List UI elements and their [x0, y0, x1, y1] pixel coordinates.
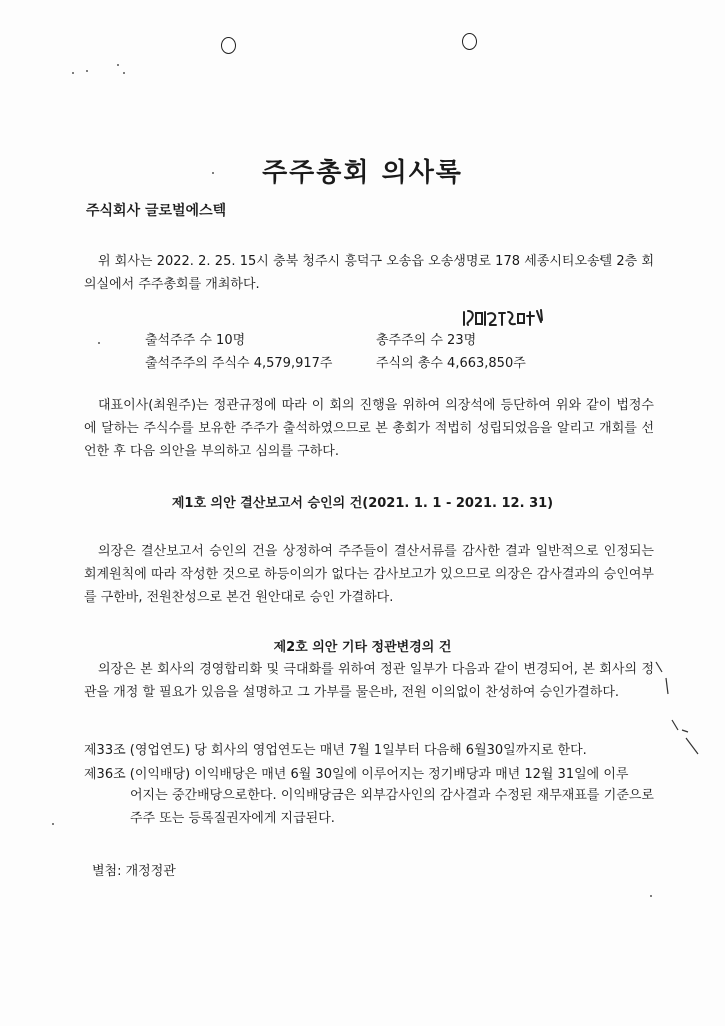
- opening-text: 대표이사(최원주)는 정관규정에 따라 이 회의 진행을 위하여 의장석에 등단하여 위와 같이 법정수에 달하는 주식수를 보유한 주주가 출석하였으므로 본 총회가 적법히 성립되었음을 알리고 개회를 선언한 후 다음 의안을 부의하고 심의를 구하다.: [84, 398, 654, 459]
- scan-speck: [52, 823, 54, 825]
- seal-stamp: [462, 308, 544, 328]
- article-36-continuation: 어지는 중간배당으로한다. 이익배당금은 외부감사인의 감사결과 수정된 재무재표를 기준으로 주주 또는 등록질권자에게 지급된다.: [130, 788, 654, 826]
- company-name: 주식회사 글로벌에스텍: [86, 203, 227, 219]
- scan-speck: [117, 64, 119, 66]
- scan-speck: [98, 342, 100, 344]
- article-36-first-line: 제36조 (이익배당) 이익배당은 매년 6월 30일에 이루어지는 정기배당과 매년 12월 31일에 이루: [84, 767, 629, 782]
- agenda1-heading: 제1호 의안 결산보고서 승인의 건(2021. 1. 1 - 2021. 12. 31): [171, 496, 554, 511]
- agenda1-paragraph: [84, 540, 654, 609]
- attending-shareholders: 출석주주 수 10명: [145, 333, 246, 348]
- intro-paragraph: [84, 250, 654, 296]
- total-shareholders: 총주주의 수 23명: [376, 333, 477, 348]
- agenda2-heading: 제2호 의안 기타 정관변경의 건: [273, 640, 452, 655]
- scan-speck: [86, 70, 88, 72]
- opening-paragraph: [84, 394, 654, 463]
- attachment-note: 별첨: 개정정관: [92, 864, 176, 879]
- punch-hole-right: [462, 33, 477, 50]
- punch-hole-left: [221, 37, 236, 54]
- agenda2-paragraph: [84, 658, 654, 704]
- agenda2-text: 의장은 본 회사의 경영합리화 및 극대화를 위하여 정관 일부가 다음과 같이 변경되어, 본 회사의 정관을 개정 할 필요가 있음을 설명하고 그 가부를 물은바, 전원 이의없이 찬성하여 승인가결하다.: [84, 662, 654, 700]
- total-shares: 주식의 총수 4,663,850주: [376, 356, 526, 371]
- agenda1-text: 의장은 결산보고서 승인의 건을 상정하여 주주들이 결산서류를 감사한 결과 일반적으로 인정되는 회계원칙에 따라 작성한 것으로 하등이의가 없다는 감사보고가 있으므로 의장은 감사결과의 승인여부를 구한바, 전원찬성으로 본건 원안대로 승인 가결하다.: [84, 544, 654, 605]
- margin-pen-marks: [652, 660, 712, 760]
- scan-speck: [72, 72, 74, 74]
- scan-speck: [650, 895, 652, 897]
- scan-speck: [123, 72, 125, 74]
- intro-text: 위 회사는 2022. 2. 25. 15시 충북 청주시 흥덕구 오송읍 오송생명로 178 세종시티오송텔 2층 회의실에서 주주총회를 개최하다.: [84, 254, 654, 292]
- attending-shares: 출석주주의 주식수 4,579,917주: [145, 356, 333, 371]
- article-33: 제33조 (영업연도) 당 회사의 영업연도는 매년 7월 1일부터 다음해 6월30일까지로 한다.: [84, 743, 587, 758]
- page-title: 주주총회 의사록: [262, 158, 463, 188]
